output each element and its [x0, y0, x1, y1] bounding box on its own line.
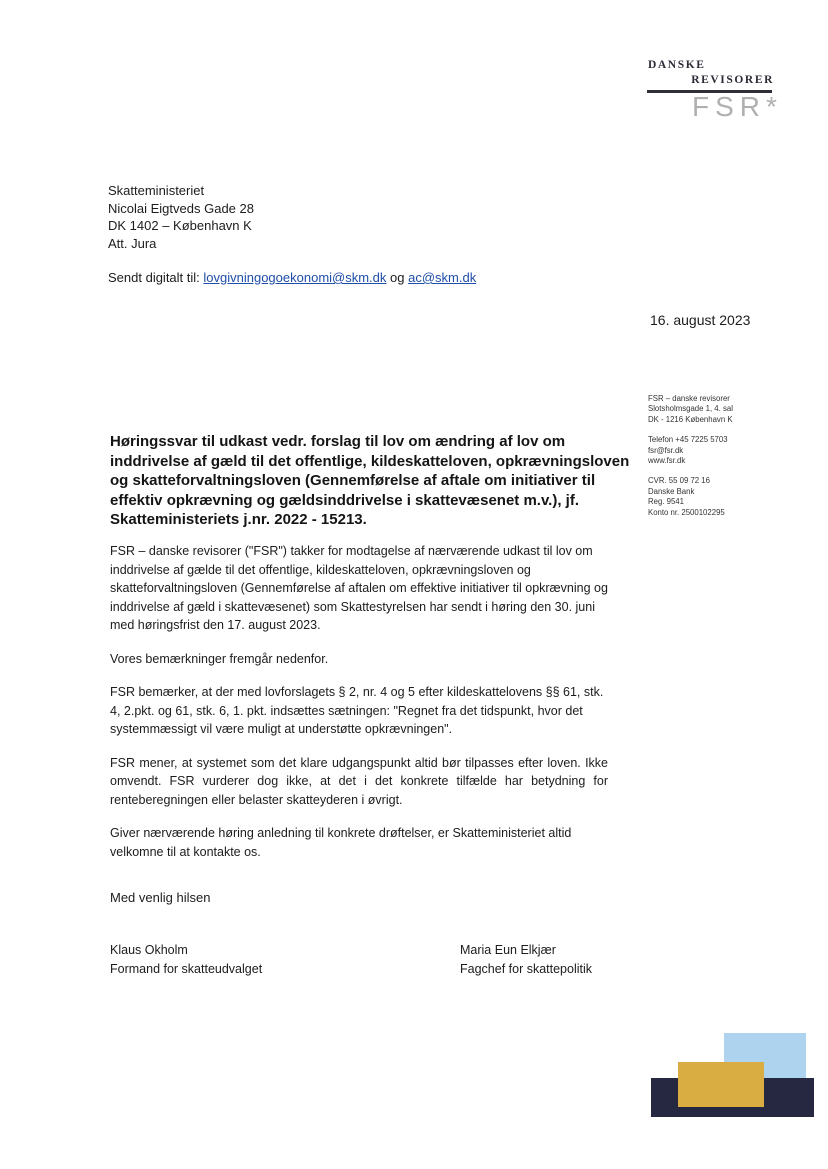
sender-info [648, 394, 733, 518]
sender-cvr: CVR. 55 09 72 16 [648, 476, 710, 486]
recipient-address [108, 182, 254, 252]
signatory-name: Maria Eun Elkjær [460, 943, 556, 957]
sender-web: www.fsr.dk [648, 456, 686, 466]
sender-phone: Telefon +45 7225 5703 [648, 435, 728, 445]
body-paragraph: FSR mener, at systemet som det klare udgangspunkt altid bør tilpasses efter loven. Ikke omvendt. FSR vurderer dog ikke, at det i det konkrete tilfælde har betydning for renteberegningen eller belaster skatteyderen i øvrigt. [110, 755, 608, 807]
letter-date: 16. august 2023 [650, 312, 751, 328]
email-link-ac[interactable]: ac@skm.dk [408, 270, 477, 285]
logo-line-revisorer: REVISORER [691, 74, 774, 86]
letter-body [110, 542, 608, 876]
body-paragraph: Vores bemærkninger fremgår nedenfor. [110, 651, 329, 666]
signatory-right [460, 941, 592, 979]
body-paragraph: Giver nærværende høring anledning til konkrete drøftelser, er Skatteministeriet altid velkomne til at kontakte os. [110, 826, 572, 859]
logo-wordmark [648, 58, 774, 88]
sent-connector: og [386, 270, 409, 285]
sent-prefix: Sendt digitalt til: [108, 270, 204, 285]
body-paragraph: FSR bemærker, at der med lovforslagets § 2, nr. 4 og 5 efter kildeskattelovens §§ 61, stk. 4, 2.pkt. og 61, stk. 6, 1. pkt. indsættes sætningen: "Regnet fra det tidspunkt, hvor det systemmæssigt vil være muligt at understøtte opkrævningen". [110, 685, 604, 736]
logo-line-danske: DANSKE [648, 59, 706, 71]
email-link-lovgivning[interactable]: lovgivningogoekonomi@skm.dk [203, 270, 387, 285]
sender-city: DK - 1216 København K [648, 414, 733, 424]
fsr-logo-mark: FSR* [692, 91, 783, 122]
sender-street: Slotsholmsgade 1, 4. sal [648, 404, 733, 414]
recipient-line: Att. Jura [108, 235, 157, 251]
body-paragraph: FSR – danske revisorer ("FSR") takker for modtagelse af nærværende udkast til lov om inddrivelse af gælde til det offentlige, kildeskatteloven, opkrævningsloven og skatteforvaltningsloven (Gennemførelse af aftalen om effektive initiativer til opkrævning og inddrivelse af gæld i skattevæsenet) som Skattestyrelsen har sendt i høring den 30. juni med høringsfrist den 17. august 2023. [110, 544, 608, 632]
signatory-name: Klaus Okholm [110, 943, 188, 957]
letter-title: Høringssvar til udkast vedr. forslag til lov om ændring af lov om inddrivelse af gæld til det offentlige, kildeskatteloven, opkrævningsloven og skatteforvaltningsloven (Gennemførelse af aftale om initiativer til effektiv opkrævning og gældsinddrivelse i skattevæsenet m.v.), jf. Skatteministeriets j.nr. 2022 - 15213. [110, 433, 630, 528]
closing-greeting: Med venlig hilsen [110, 890, 211, 905]
sender-account: Konto nr. 2500102295 [648, 507, 725, 517]
signatory-role: Fagchef for skattepolitik [460, 962, 593, 976]
decor-block-gold [678, 1062, 764, 1107]
sender-reg: Reg. 9541 [648, 497, 684, 507]
sender-name: FSR – danske revisorer [648, 394, 730, 403]
signatory-left [110, 941, 262, 979]
recipient-line: Skatteministeriet [108, 183, 205, 198]
recipient-line: DK 1402 – København K [108, 218, 252, 233]
sender-bank: Danske Bank [648, 486, 695, 496]
recipient-line: Nicolai Eigtveds Gade 28 [108, 200, 254, 216]
signatory-role: Formand for skatteudvalget [110, 962, 263, 976]
sent-digitally-line [108, 270, 476, 285]
sender-email: fsr@fsr.dk [648, 445, 684, 455]
